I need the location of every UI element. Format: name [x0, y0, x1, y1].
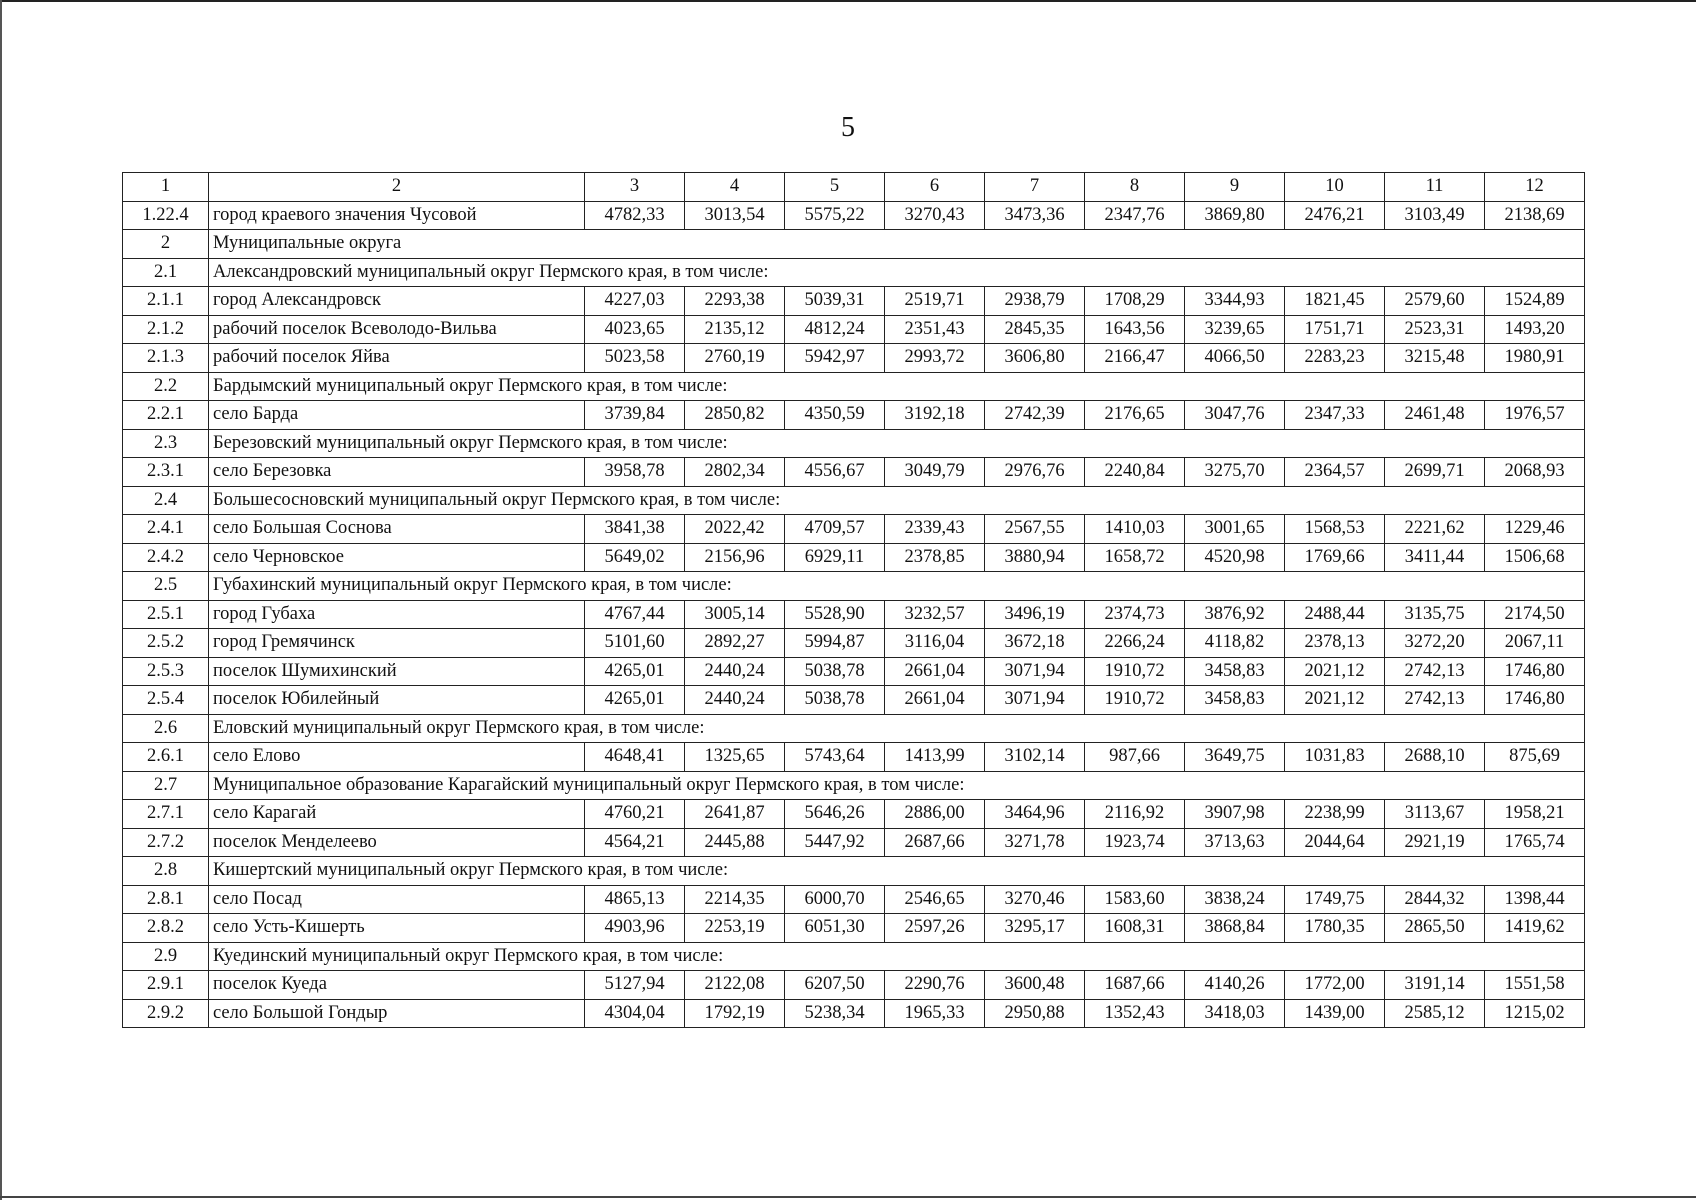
value-cell: 2476,21 [1285, 201, 1385, 230]
section-title: Кишертский муниципальный округ Пермского края, в том числе: [209, 857, 1585, 886]
value-cell: 3606,80 [985, 344, 1085, 373]
section-row [123, 429, 1585, 458]
value-cell: 2699,71 [1385, 458, 1485, 487]
row-number: 2.8.1 [123, 885, 209, 914]
value-cell: 4023,65 [585, 315, 685, 344]
value-cell: 2488,44 [1285, 600, 1385, 629]
value-cell: 2892,27 [685, 629, 785, 658]
value-cell: 2022,42 [685, 515, 785, 544]
table-row [123, 885, 1585, 914]
section-row [123, 714, 1585, 743]
value-cell: 2347,76 [1085, 201, 1185, 230]
value-cell: 1821,45 [1285, 287, 1385, 316]
value-cell: 1352,43 [1085, 999, 1185, 1028]
settlement-name: поселок Менделеево [209, 828, 585, 857]
column-header-11: 11 [1385, 173, 1485, 202]
value-cell: 2378,13 [1285, 629, 1385, 658]
value-cell: 2122,08 [685, 971, 785, 1000]
value-cell: 1215,02 [1485, 999, 1585, 1028]
value-cell: 2347,33 [1285, 401, 1385, 430]
value-cell: 1980,91 [1485, 344, 1585, 373]
value-cell: 2374,73 [1085, 600, 1185, 629]
value-cell: 2687,66 [885, 828, 985, 857]
table-row [123, 743, 1585, 772]
settlement-name: село Барда [209, 401, 585, 430]
table-header-row [123, 173, 1585, 202]
value-cell: 4648,41 [585, 743, 685, 772]
value-cell: 3049,79 [885, 458, 985, 487]
value-cell: 2567,55 [985, 515, 1085, 544]
value-cell: 1769,66 [1285, 543, 1385, 572]
row-number: 2.5.3 [123, 657, 209, 686]
settlement-name: село Карагай [209, 800, 585, 829]
value-cell: 4903,96 [585, 914, 685, 943]
value-cell: 1658,72 [1085, 543, 1185, 572]
value-cell: 4564,21 [585, 828, 685, 857]
section-title: Муниципальное образование Карагайский муниципальный округ Пермского края, в том числе: [209, 771, 1585, 800]
value-cell: 2461,48 [1385, 401, 1485, 430]
value-cell: 2845,35 [985, 315, 1085, 344]
value-cell: 3116,04 [885, 629, 985, 658]
value-cell: 3239,65 [1185, 315, 1285, 344]
table-row [123, 543, 1585, 572]
value-cell: 1780,35 [1285, 914, 1385, 943]
value-cell: 1493,20 [1485, 315, 1585, 344]
value-cell: 4140,26 [1185, 971, 1285, 1000]
settlement-name: село Посад [209, 885, 585, 914]
settlement-name: город краевого значения Чусовой [209, 201, 585, 230]
row-number: 2.7.2 [123, 828, 209, 857]
column-header-10: 10 [1285, 173, 1385, 202]
value-cell: 5528,90 [785, 600, 885, 629]
value-cell: 1765,74 [1485, 828, 1585, 857]
value-cell: 2886,00 [885, 800, 985, 829]
value-cell: 3192,18 [885, 401, 985, 430]
settlement-name: село Усть-Кишерть [209, 914, 585, 943]
table-row [123, 999, 1585, 1028]
scan-edge-left [0, 0, 2, 1200]
value-cell: 1398,44 [1485, 885, 1585, 914]
section-row [123, 486, 1585, 515]
table-row [123, 800, 1585, 829]
value-cell: 3191,14 [1385, 971, 1485, 1000]
value-cell: 5038,78 [785, 657, 885, 686]
value-cell: 3215,48 [1385, 344, 1485, 373]
value-cell: 5101,60 [585, 629, 685, 658]
value-cell: 1687,66 [1085, 971, 1185, 1000]
section-row [123, 258, 1585, 287]
value-cell: 6051,30 [785, 914, 885, 943]
value-cell: 2688,10 [1385, 743, 1485, 772]
value-cell: 3071,94 [985, 657, 1085, 686]
value-cell: 2283,23 [1285, 344, 1385, 373]
value-cell: 3739,84 [585, 401, 685, 430]
value-cell: 3649,75 [1185, 743, 1285, 772]
row-number: 1.22.4 [123, 201, 209, 230]
value-cell: 5646,26 [785, 800, 885, 829]
settlement-name: село Черновское [209, 543, 585, 572]
value-cell: 5575,22 [785, 201, 885, 230]
settlement-name: город Гремячинск [209, 629, 585, 658]
row-number: 2.9.1 [123, 971, 209, 1000]
value-cell: 4520,98 [1185, 543, 1285, 572]
value-cell: 2290,76 [885, 971, 985, 1000]
value-cell: 2523,31 [1385, 315, 1485, 344]
row-number: 2.9 [123, 942, 209, 971]
value-cell: 2351,43 [885, 315, 985, 344]
settlement-name: поселок Шумихинский [209, 657, 585, 686]
value-cell: 2802,34 [685, 458, 785, 487]
value-cell: 2597,26 [885, 914, 985, 943]
value-cell: 3001,65 [1185, 515, 1285, 544]
value-cell: 1410,03 [1085, 515, 1185, 544]
value-cell: 2021,12 [1285, 686, 1385, 715]
value-cell: 1749,75 [1285, 885, 1385, 914]
value-cell: 5038,78 [785, 686, 885, 715]
value-cell: 3275,70 [1185, 458, 1285, 487]
value-cell: 2293,38 [685, 287, 785, 316]
row-number: 2 [123, 230, 209, 259]
value-cell: 2116,92 [1085, 800, 1185, 829]
value-cell: 4782,33 [585, 201, 685, 230]
value-cell: 4767,44 [585, 600, 685, 629]
section-title: Куединский муниципальный округ Пермского края, в том числе: [209, 942, 1585, 971]
value-cell: 3868,84 [1185, 914, 1285, 943]
value-cell: 4265,01 [585, 686, 685, 715]
value-cell: 2976,76 [985, 458, 1085, 487]
value-cell: 1524,89 [1485, 287, 1585, 316]
value-cell: 2067,11 [1485, 629, 1585, 658]
value-cell: 6207,50 [785, 971, 885, 1000]
value-cell: 2021,12 [1285, 657, 1385, 686]
value-cell: 2760,19 [685, 344, 785, 373]
column-header-2: 2 [209, 173, 585, 202]
value-cell: 1746,80 [1485, 686, 1585, 715]
settlement-name: село Елово [209, 743, 585, 772]
value-cell: 2240,84 [1085, 458, 1185, 487]
value-cell: 5994,87 [785, 629, 885, 658]
row-number: 2.7.1 [123, 800, 209, 829]
column-header-5: 5 [785, 173, 885, 202]
value-cell: 2253,19 [685, 914, 785, 943]
value-cell: 6929,11 [785, 543, 885, 572]
value-cell: 5447,92 [785, 828, 885, 857]
section-title: Муниципальные округа [209, 230, 1585, 259]
value-cell: 4227,03 [585, 287, 685, 316]
value-cell: 3113,67 [1385, 800, 1485, 829]
section-title: Большесосновский муниципальный округ Пермского края, в том числе: [209, 486, 1585, 515]
data-table [122, 172, 1585, 1028]
value-cell: 3232,57 [885, 600, 985, 629]
section-title: Александровский муниципальный округ Пермского края, в том числе: [209, 258, 1585, 287]
column-header-12: 12 [1485, 173, 1585, 202]
table-row [123, 828, 1585, 857]
table-row [123, 914, 1585, 943]
value-cell: 3411,44 [1385, 543, 1485, 572]
value-cell: 1910,72 [1085, 657, 1185, 686]
value-cell: 3496,19 [985, 600, 1085, 629]
value-cell: 3838,24 [1185, 885, 1285, 914]
value-cell: 2641,87 [685, 800, 785, 829]
value-cell: 1643,56 [1085, 315, 1185, 344]
settlement-name: село Большая Соснова [209, 515, 585, 544]
value-cell: 2921,19 [1385, 828, 1485, 857]
value-cell: 1923,74 [1085, 828, 1185, 857]
table-row [123, 458, 1585, 487]
value-cell: 1325,65 [685, 743, 785, 772]
value-cell: 1506,68 [1485, 543, 1585, 572]
table-row [123, 600, 1585, 629]
row-number: 2.5 [123, 572, 209, 601]
value-cell: 987,66 [1085, 743, 1185, 772]
value-cell: 6000,70 [785, 885, 885, 914]
value-cell: 3047,76 [1185, 401, 1285, 430]
column-header-4: 4 [685, 173, 785, 202]
value-cell: 3270,43 [885, 201, 985, 230]
value-cell: 1965,33 [885, 999, 985, 1028]
value-cell: 1910,72 [1085, 686, 1185, 715]
value-cell: 5127,94 [585, 971, 685, 1000]
value-cell: 1608,31 [1085, 914, 1185, 943]
value-cell: 1751,71 [1285, 315, 1385, 344]
value-cell: 3958,78 [585, 458, 685, 487]
value-cell: 3473,36 [985, 201, 1085, 230]
row-number: 2.8 [123, 857, 209, 886]
value-cell: 2742,39 [985, 401, 1085, 430]
table-row [123, 315, 1585, 344]
row-number: 2.4.1 [123, 515, 209, 544]
value-cell: 4066,50 [1185, 344, 1285, 373]
value-cell: 3672,18 [985, 629, 1085, 658]
value-cell: 2138,69 [1485, 201, 1585, 230]
value-cell: 3295,17 [985, 914, 1085, 943]
value-cell: 2742,13 [1385, 657, 1485, 686]
value-cell: 2176,65 [1085, 401, 1185, 430]
value-cell: 4118,82 [1185, 629, 1285, 658]
value-cell: 4304,04 [585, 999, 685, 1028]
value-cell: 2214,35 [685, 885, 785, 914]
value-cell: 1439,00 [1285, 999, 1385, 1028]
row-number: 2.1.3 [123, 344, 209, 373]
row-number: 2.5.1 [123, 600, 209, 629]
column-header-6: 6 [885, 173, 985, 202]
value-cell: 2585,12 [1385, 999, 1485, 1028]
value-cell: 2174,50 [1485, 600, 1585, 629]
value-cell: 1229,46 [1485, 515, 1585, 544]
row-number: 2.3 [123, 429, 209, 458]
settlement-name: поселок Куеда [209, 971, 585, 1000]
value-cell: 1958,21 [1485, 800, 1585, 829]
row-number: 2.3.1 [123, 458, 209, 487]
section-row [123, 942, 1585, 971]
column-header-7: 7 [985, 173, 1085, 202]
row-number: 2.6.1 [123, 743, 209, 772]
column-header-1: 1 [123, 173, 209, 202]
row-number: 2.1 [123, 258, 209, 287]
value-cell: 4865,13 [585, 885, 685, 914]
value-cell: 2938,79 [985, 287, 1085, 316]
column-header-3: 3 [585, 173, 685, 202]
value-cell: 2221,62 [1385, 515, 1485, 544]
value-cell: 3135,75 [1385, 600, 1485, 629]
value-cell: 3344,93 [1185, 287, 1285, 316]
settlement-name: рабочий поселок Всеволодо-Вильва [209, 315, 585, 344]
section-row [123, 372, 1585, 401]
settlement-name: поселок Юбилейный [209, 686, 585, 715]
value-cell: 3458,83 [1185, 657, 1285, 686]
value-cell: 5039,31 [785, 287, 885, 316]
value-cell: 3464,96 [985, 800, 1085, 829]
settlement-name: город Губаха [209, 600, 585, 629]
value-cell: 1568,53 [1285, 515, 1385, 544]
value-cell: 3005,14 [685, 600, 785, 629]
value-cell: 2044,64 [1285, 828, 1385, 857]
settlement-name: село Березовка [209, 458, 585, 487]
value-cell: 4760,21 [585, 800, 685, 829]
value-cell: 1419,62 [1485, 914, 1585, 943]
value-cell: 4709,57 [785, 515, 885, 544]
row-number: 2.4.2 [123, 543, 209, 572]
value-cell: 4350,59 [785, 401, 885, 430]
value-cell: 3458,83 [1185, 686, 1285, 715]
value-cell: 4265,01 [585, 657, 685, 686]
value-cell: 2156,96 [685, 543, 785, 572]
value-cell: 2378,85 [885, 543, 985, 572]
row-number: 2.9.2 [123, 999, 209, 1028]
value-cell: 2519,71 [885, 287, 985, 316]
settlement-name: рабочий поселок Яйва [209, 344, 585, 373]
value-cell: 3713,63 [1185, 828, 1285, 857]
column-header-8: 8 [1085, 173, 1185, 202]
table-body [123, 173, 1585, 1028]
settlement-name: село Большой Гондыр [209, 999, 585, 1028]
value-cell: 3418,03 [1185, 999, 1285, 1028]
value-cell: 4812,24 [785, 315, 885, 344]
value-cell: 1583,60 [1085, 885, 1185, 914]
row-number: 2.2 [123, 372, 209, 401]
value-cell: 2440,24 [685, 657, 785, 686]
value-cell: 2865,50 [1385, 914, 1485, 943]
value-cell: 3907,98 [1185, 800, 1285, 829]
row-number: 2.5.4 [123, 686, 209, 715]
row-number: 2.8.2 [123, 914, 209, 943]
section-title: Губахинский муниципальный округ Пермского края, в том числе: [209, 572, 1585, 601]
value-cell: 1708,29 [1085, 287, 1185, 316]
value-cell: 3869,80 [1185, 201, 1285, 230]
table-row [123, 287, 1585, 316]
value-cell: 1413,99 [885, 743, 985, 772]
value-cell: 2850,82 [685, 401, 785, 430]
row-number: 2.2.1 [123, 401, 209, 430]
value-cell: 2339,43 [885, 515, 985, 544]
value-cell: 3102,14 [985, 743, 1085, 772]
value-cell: 875,69 [1485, 743, 1585, 772]
value-cell: 1976,57 [1485, 401, 1585, 430]
table-row [123, 971, 1585, 1000]
value-cell: 1792,19 [685, 999, 785, 1028]
value-cell: 3876,92 [1185, 600, 1285, 629]
value-cell: 2950,88 [985, 999, 1085, 1028]
section-row [123, 230, 1585, 259]
section-title: Бардымский муниципальный округ Пермского края, в том числе: [209, 372, 1585, 401]
table-row [123, 657, 1585, 686]
section-title: Еловский муниципальный округ Пермского края, в том числе: [209, 714, 1585, 743]
row-number: 2.1.2 [123, 315, 209, 344]
value-cell: 2166,47 [1085, 344, 1185, 373]
value-cell: 3071,94 [985, 686, 1085, 715]
value-cell: 5942,97 [785, 344, 885, 373]
value-cell: 3271,78 [985, 828, 1085, 857]
value-cell: 2661,04 [885, 657, 985, 686]
value-cell: 1746,80 [1485, 657, 1585, 686]
value-cell: 5743,64 [785, 743, 885, 772]
value-cell: 1772,00 [1285, 971, 1385, 1000]
section-row [123, 572, 1585, 601]
row-number: 2.6 [123, 714, 209, 743]
table-row [123, 686, 1585, 715]
scan-edge-bottom [0, 1196, 1696, 1198]
value-cell: 2993,72 [885, 344, 985, 373]
row-number: 2.1.1 [123, 287, 209, 316]
table-row [123, 629, 1585, 658]
value-cell: 2266,24 [1085, 629, 1185, 658]
table-row [123, 515, 1585, 544]
value-cell: 4556,67 [785, 458, 885, 487]
value-cell: 2445,88 [685, 828, 785, 857]
table-row [123, 401, 1585, 430]
column-header-9: 9 [1185, 173, 1285, 202]
value-cell: 2238,99 [1285, 800, 1385, 829]
section-row [123, 857, 1585, 886]
value-cell: 1551,58 [1485, 971, 1585, 1000]
value-cell: 3103,49 [1385, 201, 1485, 230]
table-row [123, 201, 1585, 230]
row-number: 2.4 [123, 486, 209, 515]
value-cell: 1031,83 [1285, 743, 1385, 772]
value-cell: 3272,20 [1385, 629, 1485, 658]
value-cell: 2546,65 [885, 885, 985, 914]
value-cell: 3013,54 [685, 201, 785, 230]
value-cell: 2661,04 [885, 686, 985, 715]
value-cell: 5649,02 [585, 543, 685, 572]
section-row [123, 771, 1585, 800]
value-cell: 3841,38 [585, 515, 685, 544]
value-cell: 2068,93 [1485, 458, 1585, 487]
settlement-name: город Александровск [209, 287, 585, 316]
value-cell: 3600,48 [985, 971, 1085, 1000]
value-cell: 5023,58 [585, 344, 685, 373]
value-cell: 2440,24 [685, 686, 785, 715]
page-number: 5 [841, 112, 855, 143]
scan-edge-top [0, 0, 1696, 2]
section-title: Березовский муниципальный округ Пермского края, в том числе: [209, 429, 1585, 458]
table-row [123, 344, 1585, 373]
row-number: 2.5.2 [123, 629, 209, 658]
value-cell: 5238,34 [785, 999, 885, 1028]
value-cell: 2742,13 [1385, 686, 1485, 715]
value-cell: 2364,57 [1285, 458, 1385, 487]
value-cell: 3880,94 [985, 543, 1085, 572]
value-cell: 2135,12 [685, 315, 785, 344]
value-cell: 3270,46 [985, 885, 1085, 914]
row-number: 2.7 [123, 771, 209, 800]
value-cell: 2844,32 [1385, 885, 1485, 914]
value-cell: 2579,60 [1385, 287, 1485, 316]
